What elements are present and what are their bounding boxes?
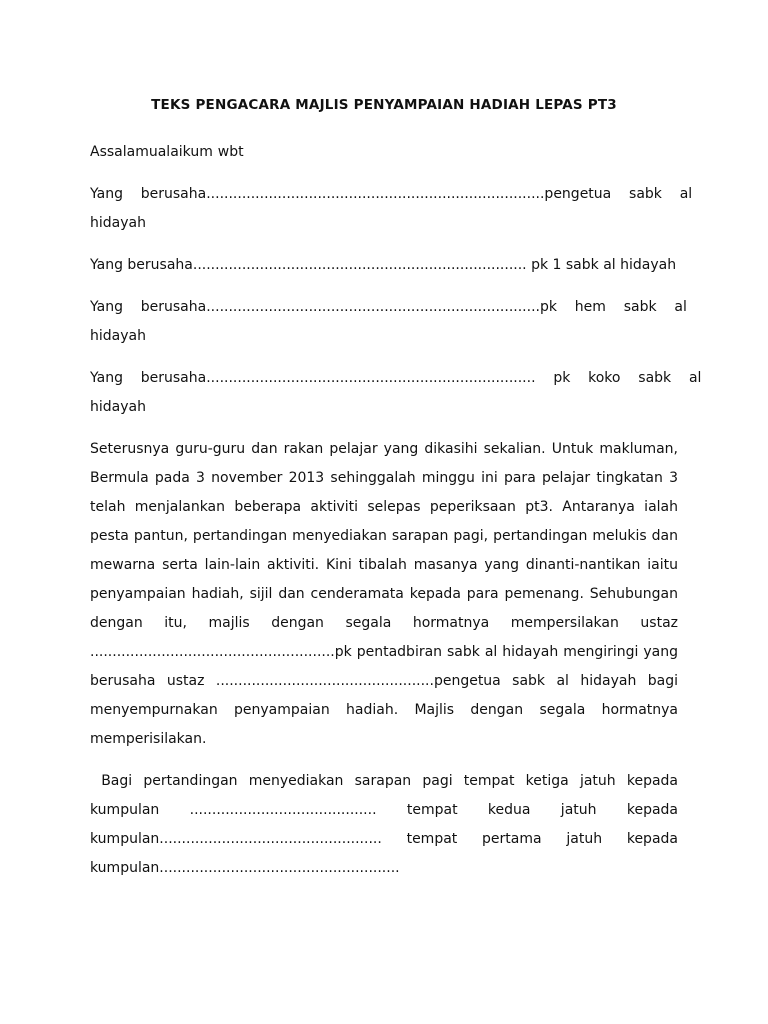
- salutation-1: [90, 180, 693, 238]
- salutation-4: [90, 364, 702, 422]
- salutation-1-line-1: Yang berusaha............................................................................pengetua sabk al: [90, 186, 693, 202]
- salutation-2-line-1: Yang berusaha........................................................................... pk 1 sabk al hidayah: [90, 257, 677, 273]
- salutation-4-line-1: Yang berusaha.......................................................................... pk koko sabk al: [90, 370, 702, 386]
- salutation-3: [90, 293, 687, 351]
- greeting: Assalamualaikum wbt: [90, 144, 244, 160]
- salutation-2: [90, 251, 678, 280]
- awards-paragraph: Bagi pertandingan menyediakan sarapan pagi tempat ketiga jatuh kepada kumpulan .......................................... tempat kedua jatuh kepada kumpulan.................................................. tempat pertama jatuh kepada kumpulan......................................................: [90, 773, 683, 876]
- salutation-3-line-2: hidayah: [90, 328, 146, 344]
- salutation-4-line-2: hidayah: [90, 399, 146, 415]
- salutation-1-line-2: hidayah: [90, 215, 146, 231]
- document-title: TEKS PENGACARA MAJLIS PENYAMPAIAN HADIAH LEPAS PT3: [151, 97, 617, 113]
- body-paragraph: Seterusnya guru-guru dan rakan pelajar yang dikasihi sekalian. Untuk makluman, Bermula pada 3 november 2013 sehinggalah minggu ini para pelajar tingkatan 3 telah menjalankan beberapa aktiviti selepas peperiksaan pt3. Antaranya ialah pesta pantun, pertandingan menyediakan sarapan pagi, pertandingan melukis dan mewarna serta lain-lain aktiviti. Kini tibalah masanya yang dinanti-nantikan iaitu penyampaian hadiah, sijil dan cenderamata kepada para pemenang. Sehubungan dengan itu, majlis dengan segala hormatnya mempersilakan ustaz .......................................................pk pentadbiran sabk al hidayah mengiringi yang berusaha ustaz .................................................pengetua sabk al hidayah bagi menyempurnakan penyampaian hadiah. Majlis dengan segala hormatnya memperisilakan.: [90, 441, 678, 747]
- salutation-3-line-1: Yang berusaha...........................................................................pk hem sabk al: [90, 299, 687, 315]
